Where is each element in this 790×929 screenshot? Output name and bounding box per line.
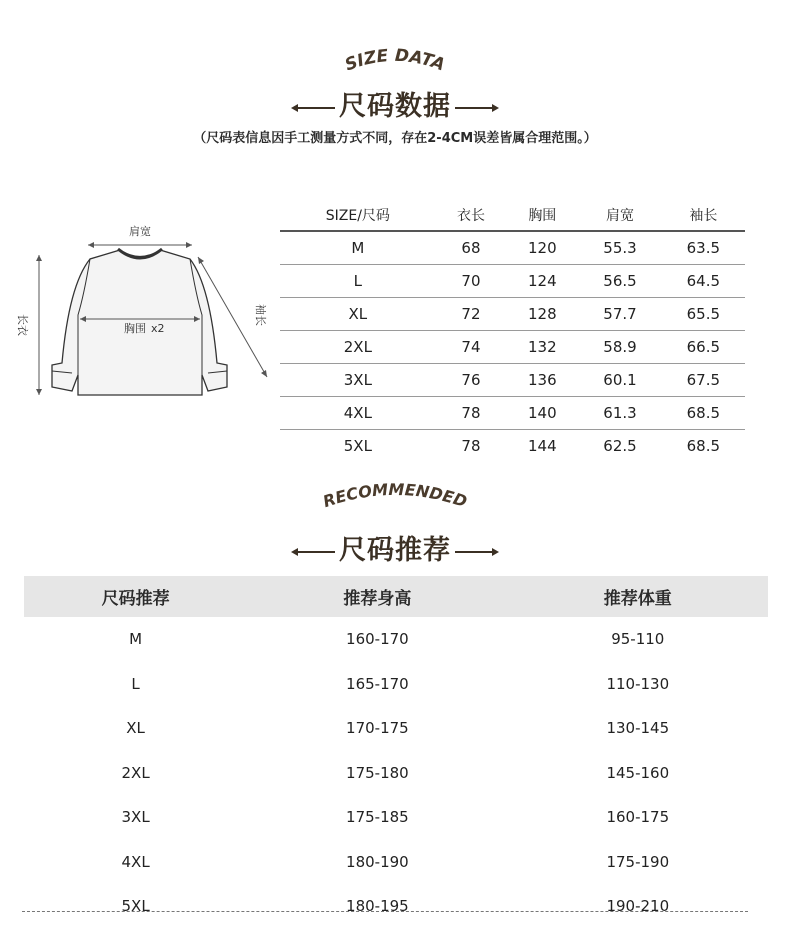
- recommended-arc-heading: [0, 474, 790, 518]
- table-row: 3XL 175-185 160-175: [121, 808, 670, 827]
- sleeve-label: 袖长: [254, 304, 267, 326]
- size-table-header: [280, 200, 745, 231]
- size-table: [280, 200, 745, 462]
- length-label: 长衣: [16, 314, 29, 336]
- table-row: 4XL 180-190 175-190: [121, 852, 670, 871]
- shoulder-label: 肩宽: [129, 225, 151, 238]
- table-row: 2XL 74 132 58.9 66.5: [280, 331, 745, 364]
- measurement-note: （尺码表信息因手工测量方式不同，存在2-4CM误差皆属合理范围。）: [193, 131, 597, 146]
- size-data-title: [0, 84, 790, 123]
- table-row: 4XL 78 140 61.3 68.5: [280, 397, 745, 430]
- recommended-title: [0, 528, 790, 567]
- table-row: 2XL 175-180 145-160: [121, 763, 670, 782]
- recommended-en-title: RECOMMENDED: [320, 479, 470, 512]
- table-row: 3XL 76 136 60.1 67.5: [280, 364, 745, 397]
- shirt-diagram: [12, 215, 272, 409]
- bottom-dashed-divider: [22, 911, 748, 912]
- table-row: L 165-170 110-130: [131, 674, 670, 693]
- size-data-cn-title: 尺码数据: [339, 91, 451, 122]
- chest-col-header: 胸围: [506, 200, 578, 231]
- rec-table-header: [24, 576, 768, 617]
- length-col-header: 衣长: [436, 200, 507, 231]
- recommendation-table: [24, 576, 768, 929]
- shoulder-col-header: 肩宽: [578, 200, 661, 231]
- chest-label: 胸围: [124, 322, 146, 335]
- table-row: M 160-170 95-110: [129, 630, 665, 649]
- recommended-cn-title: 尺码推荐: [339, 535, 451, 566]
- table-row: 5XL 78 144 62.5 68.5: [343, 437, 721, 455]
- size-data-en-title: SIZE DATA: [342, 45, 448, 76]
- table-row: XL 170-175 130-145: [126, 719, 670, 738]
- chest-multiplier: x2: [151, 322, 165, 335]
- rec-height-col-header: 推荐身高: [247, 576, 507, 617]
- table-row: M 68 120 55.3 63.5: [280, 231, 745, 265]
- table-row: XL 72 128 57.7 65.5: [280, 298, 745, 331]
- rec-weight-col-header: 推荐体重: [508, 576, 768, 617]
- sleeve-col-header: 袖长: [662, 200, 745, 231]
- size-data-arc-heading: [0, 40, 790, 82]
- table-row: L 70 124 56.5 64.5: [280, 265, 745, 298]
- rec-size-col-header: 尺码推荐: [24, 576, 247, 617]
- size-col-header: SIZE/尺码: [280, 200, 436, 231]
- table-row: 5XL 180-195 190-210: [121, 897, 670, 916]
